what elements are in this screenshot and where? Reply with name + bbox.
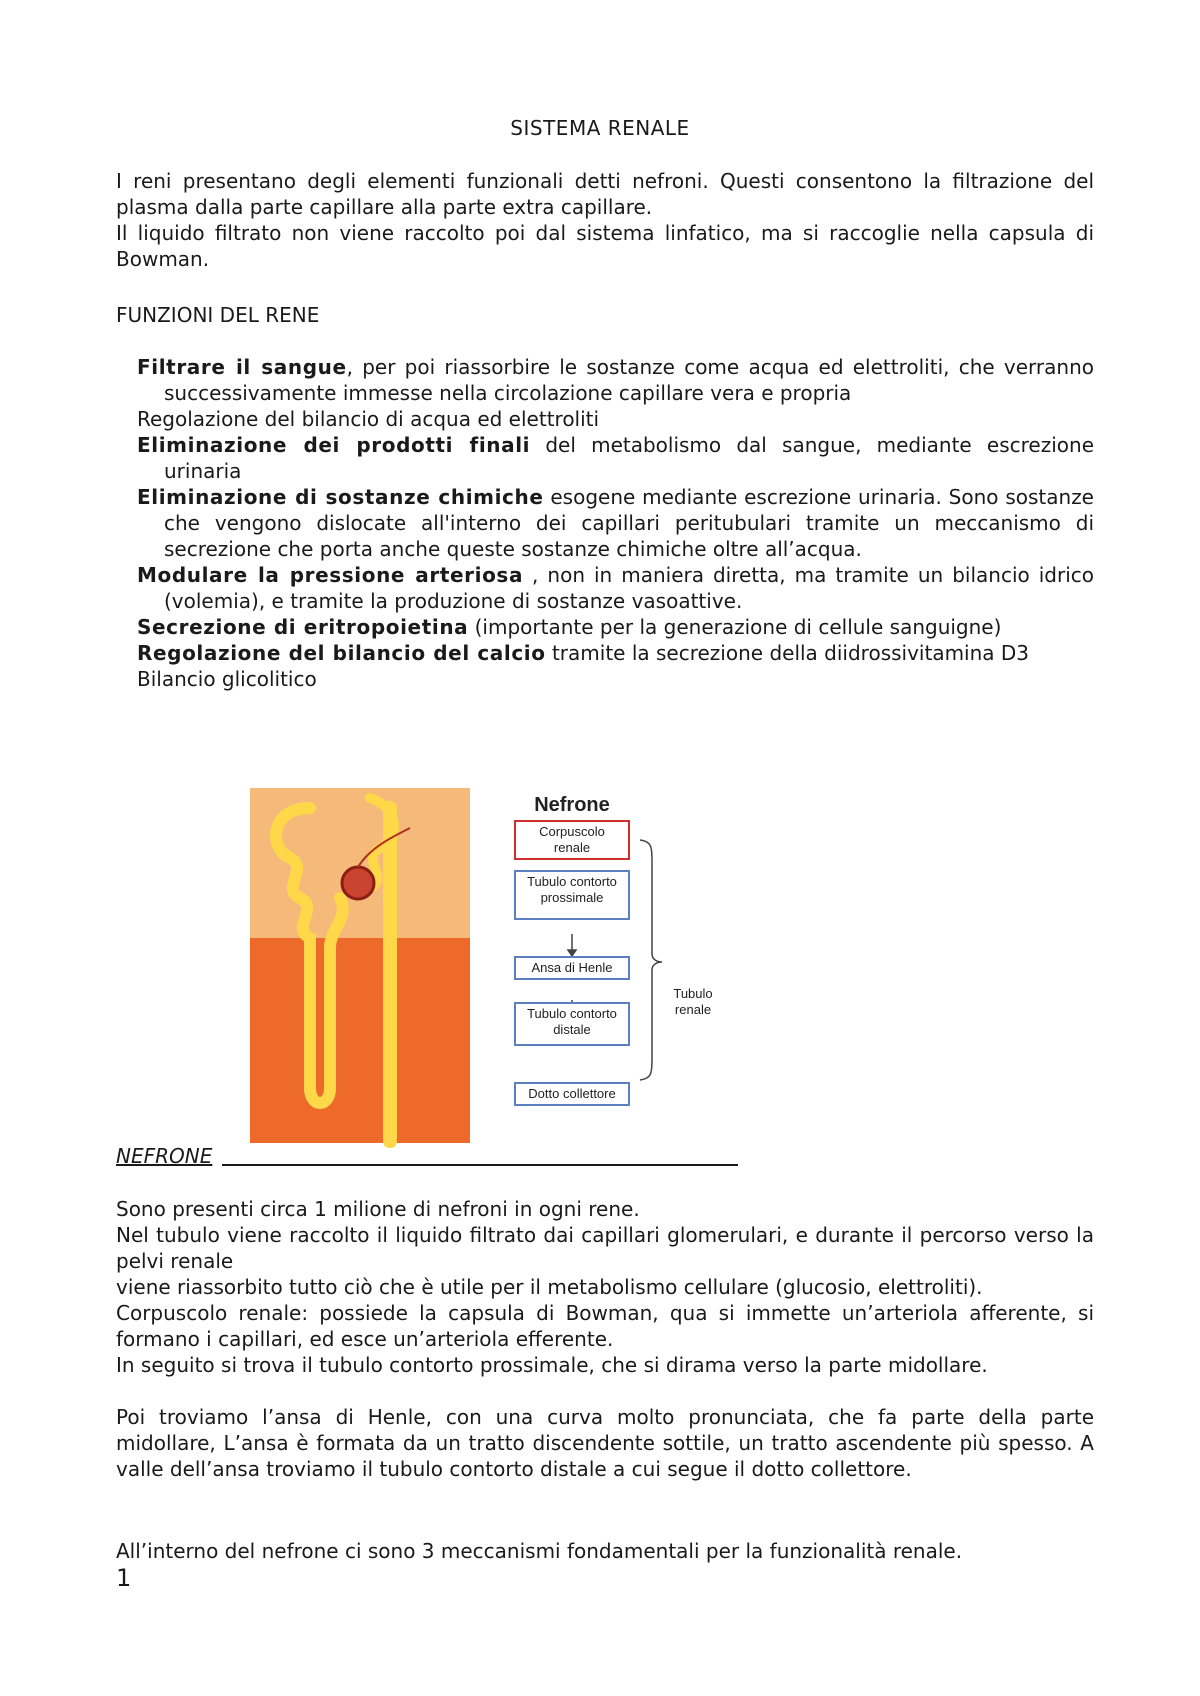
functions-list: [137, 354, 1094, 692]
function-item: [137, 562, 1094, 614]
function-item: [137, 614, 1094, 640]
diagram-box-ansa-henle: Ansa di Henle: [514, 956, 630, 980]
function-item: [137, 432, 1094, 484]
function-item: [137, 406, 1094, 432]
function-item-text: , non in maniera diretta, ma tramite un bilancio idrico (volemia), e tramite la produzione di sostanze vasoattive.: [164, 563, 1094, 613]
diagram-box-dotto-collettore: Dotto collettore: [514, 1082, 630, 1106]
function-item-bold: Modulare la pressione arteriosa: [137, 563, 524, 587]
glomerulus-icon: [342, 867, 374, 899]
function-item-text: , per poi riassorbire le sostanze come acqua ed elettroliti, che verranno successivamente immesse nella circolazione capillare vera e propria: [164, 355, 1094, 405]
brace-label: Tubulo renale: [673, 986, 713, 1017]
function-item-text: Regolazione del bilancio di acqua ed elettroliti: [137, 407, 600, 431]
page-number: 1: [116, 1564, 132, 1592]
medulla-region: [250, 938, 470, 1143]
diagram-title: Nefrone: [534, 794, 610, 816]
body-paragraph: In seguito si trova il tubulo contorto prossimale, che si dirama verso la parte midollare.: [116, 1353, 988, 1377]
function-item: [137, 640, 1094, 666]
heading-underline: [222, 1164, 738, 1166]
nephron-illustration: [250, 788, 470, 1148]
document-title: SISTEMA RENALE: [510, 116, 690, 140]
intro-paragraph-2: Il liquido filtrato non viene raccolto poi dal sistema linfatico, ma si raccoglie nella capsula di Bowman.: [116, 221, 1094, 271]
function-item: [137, 484, 1094, 562]
diagram-box-corpuscolo: Corpuscolo renale: [514, 820, 630, 860]
function-item-bold: Eliminazione di sostanze chimiche: [137, 485, 544, 509]
function-item: [137, 666, 1094, 692]
intro-paragraph-1: I reni presentano degli elementi funzionali detti nefroni. Questi consentono la filtrazione del plasma dalla parte capillare alla parte extra capillare.: [116, 169, 1094, 219]
body-paragraph: Sono presenti circa 1 milione di nefroni in ogni rene.: [116, 1197, 640, 1221]
diagram-box-tubulo-distale: Tubulo contorto distale: [514, 1002, 630, 1046]
function-item-bold: Secrezione di eritropoietina: [137, 615, 469, 639]
function-item-bold: Eliminazione dei prodotti finali: [137, 433, 531, 457]
function-item-bold: Filtrare il sangue: [137, 355, 347, 379]
brace-icon: [640, 840, 662, 1080]
function-item-text: Bilancio glicolitico: [137, 667, 317, 691]
diagram-box-tubulo-prossimale: Tubulo contorto prossimale: [514, 870, 630, 920]
function-item-text: esogene mediante escrezione urinaria. Sono sostanze che vengono dislocate all'interno dei capillari peritubulari tramite un meccanismo di secrezione che porta anche queste sostanze chimiche oltre all’acqua.: [164, 485, 1094, 561]
function-item: [137, 354, 1094, 406]
functions-heading: FUNZIONI DEL RENE: [116, 303, 320, 327]
function-item-text: del metabolismo dal sangue, mediante escrezione urinaria: [164, 433, 1095, 483]
section-heading-nefrone: NEFRONE: [116, 1144, 213, 1168]
function-item-bold: Regolazione del bilancio del calcio: [137, 641, 546, 665]
function-item-text: (importante per la generazione di cellule sanguigne): [468, 615, 1002, 639]
body-paragraph: Nel tubulo viene raccolto il liquido filtrato dai capillari glomerulari, e durante il percorso verso la pelvi renale: [116, 1223, 1094, 1273]
function-item-text: tramite la secrezione della diidrossivitamina D3: [545, 641, 1030, 665]
body-paragraph: viene riassorbito tutto ciò che è utile per il metabolismo cellulare (glucosio, elettroliti).: [116, 1275, 983, 1299]
closing-paragraph: All’interno del nefrone ci sono 3 meccanismi fondamentali per la funzionalità renale.: [116, 1539, 963, 1563]
body-paragraph: Poi troviamo l’ansa di Henle, con una curva molto pronunciata, che fa parte della parte midollare, L’ansa è formata da un tratto discendente sottile, un tratto ascendente più spesso. A valle dell’ansa troviamo il tubulo contorto distale a cui segue il dotto collettore.: [116, 1405, 1094, 1481]
body-paragraph: Corpuscolo renale: possiede la capsula di Bowman, qua si immette un’arteriola afferente, si formano i capillari, ed esce un’arteriola efferente.: [116, 1301, 1094, 1351]
